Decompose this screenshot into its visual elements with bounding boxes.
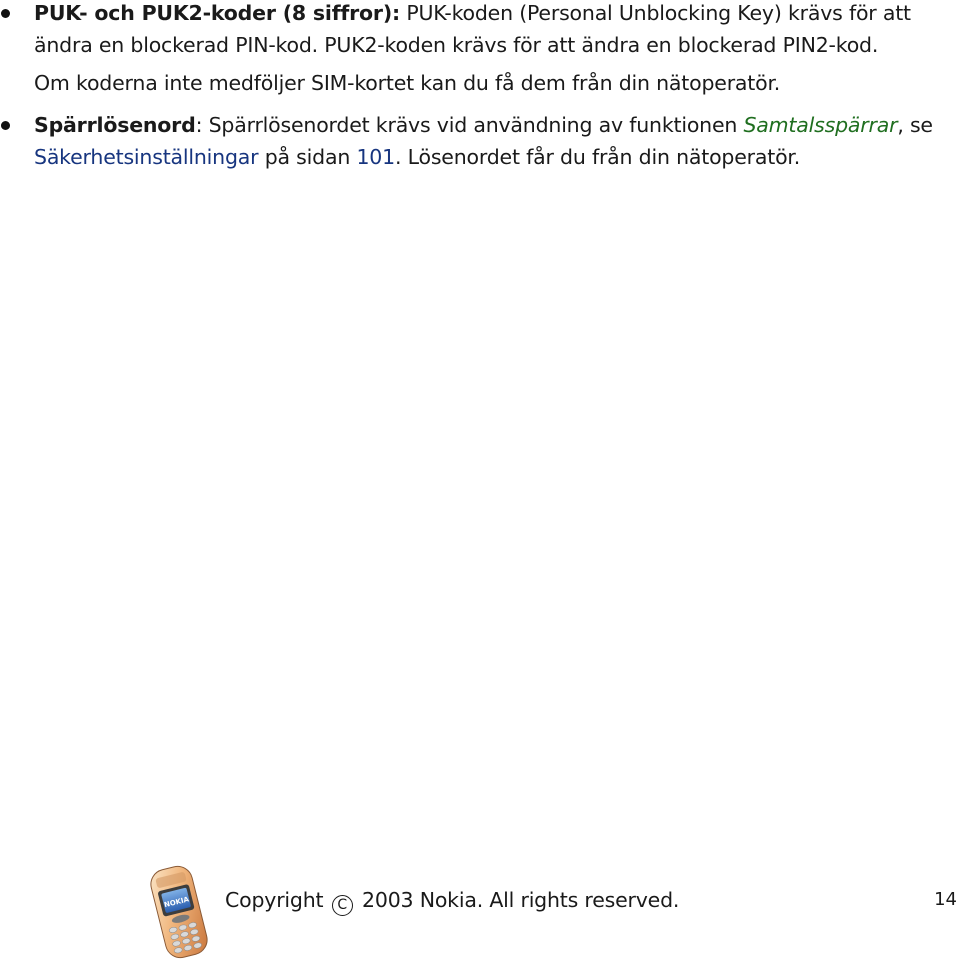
puk-description: PUK-koden (Personal Unblocking Key) krävs för att ändra en blockerad PIN-kod. PUK2-koden krävs för att ändra en blockerad PIN2-kod. (34, 1, 911, 57)
term-barring-password: Spärrlösenord (34, 113, 196, 137)
copyright-notice (225, 886, 679, 916)
link-security-settings[interactable]: Säkerhetsinställningar (34, 145, 259, 169)
list-item-puk-codes (0, 0, 960, 99)
list-item-barring-password (0, 109, 960, 173)
copyright-symbol-icon: C (332, 895, 353, 916)
page-footer (0, 862, 960, 961)
barring-text-c: på sidan (258, 145, 357, 169)
link-page-101[interactable]: 101 (356, 145, 395, 169)
nokia-phone-icon (142, 862, 216, 961)
barring-text-b: , se (897, 113, 933, 137)
document-body (0, 0, 960, 173)
term-puk-codes: PUK- och PUK2-koder (8 siffror): (34, 1, 401, 25)
copyright-before: Copyright (225, 888, 330, 912)
menu-ref-call-barring: Samtalsspärrar (743, 113, 898, 137)
barring-text-a: : Spärrlösenordet krävs vid användning av funktionen (195, 113, 744, 137)
bullet-icon (1, 121, 10, 130)
copyright-after: 2003 Nokia. All rights reserved. (355, 888, 680, 912)
barring-text-d: . Lösenordet får du från din nätoperatör. (394, 145, 801, 169)
bullet-icon (1, 9, 10, 18)
sim-card-note: Om koderna inte medföljer SIM-kortet kan du få dem från din nätoperatör. (34, 71, 781, 95)
phone-brand-label: NOKIA (163, 895, 190, 910)
page-number: 14 (934, 889, 957, 910)
